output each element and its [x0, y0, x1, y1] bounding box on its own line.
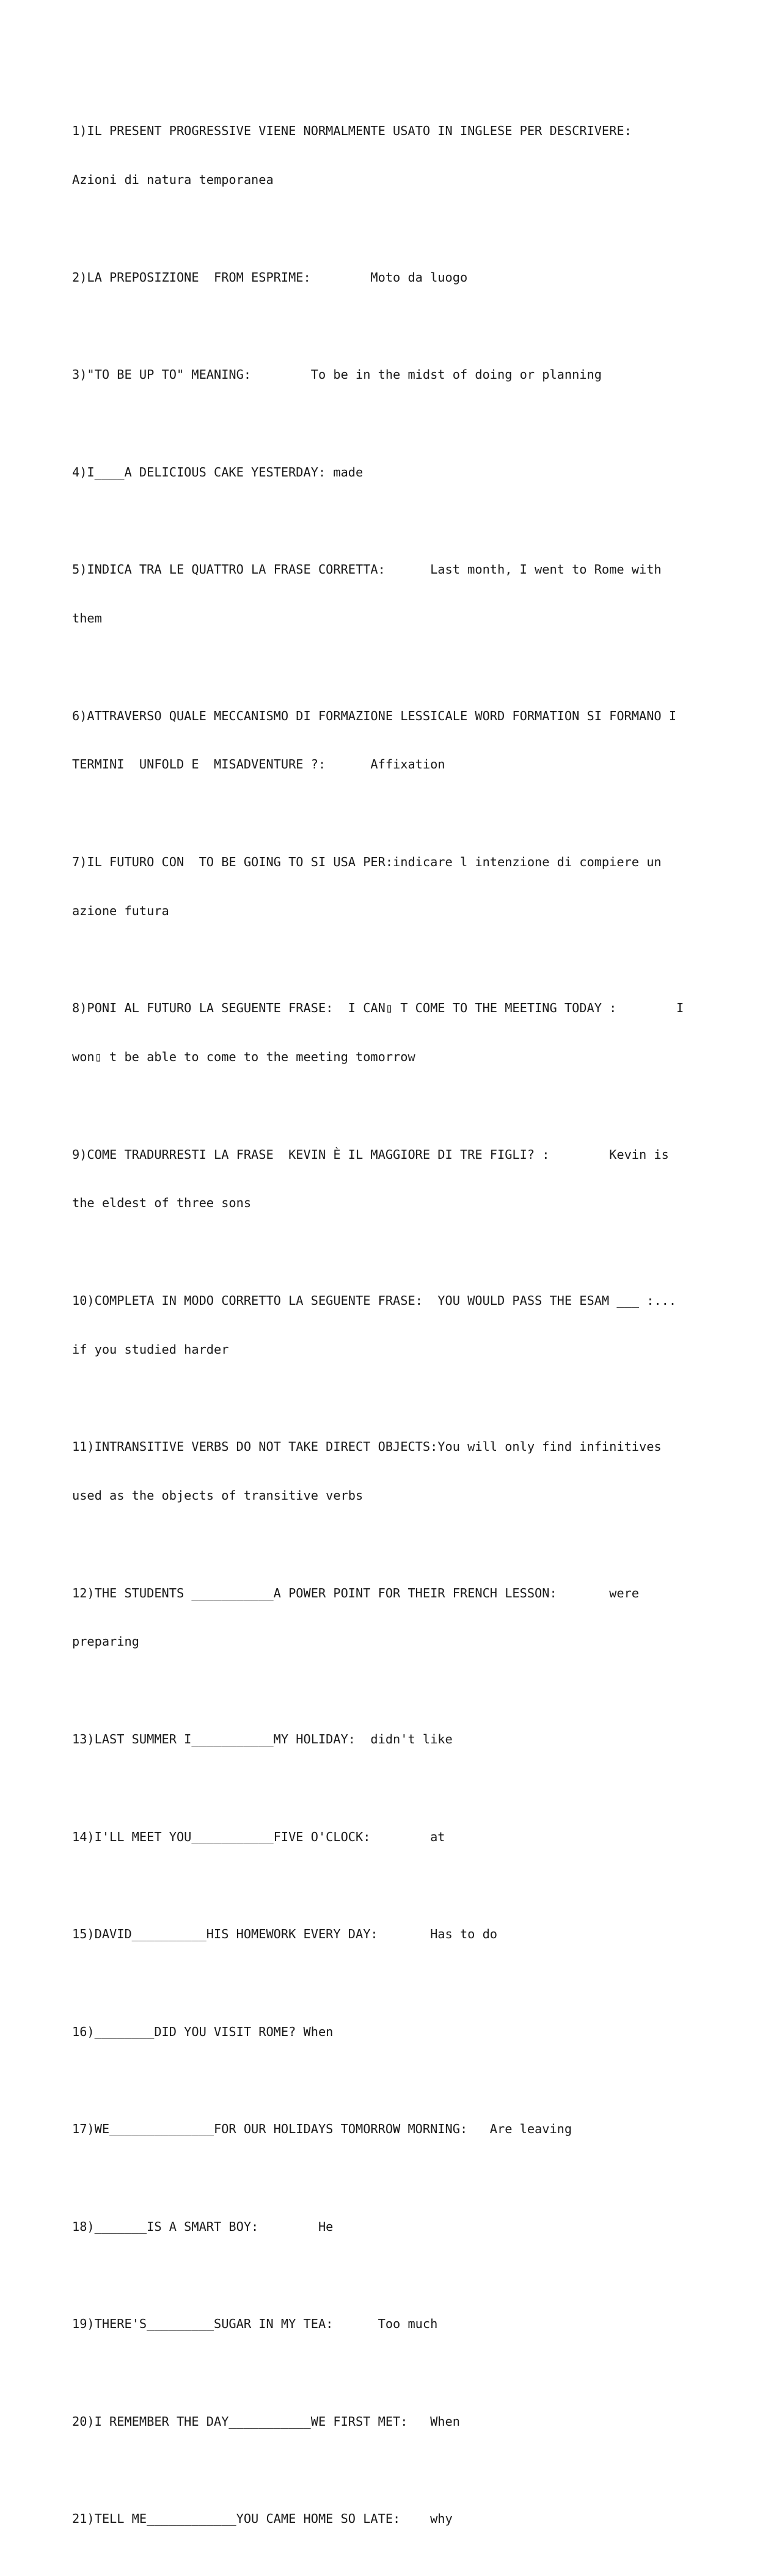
question-10-line-2: if you studied harder	[72, 1341, 229, 1357]
question-14-line-1: 14)I'LL MEET YOU___________FIVE O'CLOCK: at	[72, 1829, 445, 1844]
question-7-line-2: azione futura	[72, 903, 169, 918]
question-17-line-1: 17)WE______________FOR OUR HOLIDAYS TOMORROW MORNING: Are leaving	[72, 2122, 572, 2137]
question-2-line-1: 2)LA PREPOSIZIONE FROM ESPRIME: Moto da luogo	[72, 269, 468, 285]
question-item-17	[72, 2089, 720, 2170]
question-5-line-2: them	[72, 611, 102, 626]
question-item-2	[72, 236, 720, 318]
question-8-line-2: won▯ t be able to come to the meeting tomorrow	[72, 1049, 415, 1065]
question-item-18	[72, 2186, 720, 2268]
question-9-line-2: the eldest of three sons	[72, 1195, 252, 1211]
question-item-21	[72, 2478, 720, 2560]
question-item-8	[72, 968, 720, 1098]
question-list	[72, 90, 720, 2576]
question-item-9	[72, 1114, 720, 1244]
question-15-line-1: 15)DAVID__________HIS HOMEWORK EVERY DAY: Has to do	[72, 1927, 497, 1942]
question-item-4	[72, 431, 720, 513]
question-12-line-1: 12)THE STUDENTS ___________A POWER POINT FOR THEIR FRENCH LESSON: were	[72, 1585, 639, 1600]
question-item-19	[72, 2283, 720, 2365]
question-8-line-1: 8)PONI AL FUTURO LA SEGUENTE FRASE: I CAN▯ T COME TO THE MEETING TODAY : I	[72, 1001, 684, 1016]
question-7-line-1: 7)IL FUTURO CON TO BE GOING TO SI USA PER:indicare l intenzione di compiere un	[72, 854, 662, 869]
question-5-line-1: 5)INDICA TRA LE QUATTRO LA FRASE CORRETTA: Last month, I went to Rome with	[72, 562, 662, 577]
question-item-1	[72, 90, 720, 221]
question-13-line-1: 13)LAST SUMMER I___________MY HOLIDAY: didn't like	[72, 1731, 453, 1746]
question-item-20	[72, 2381, 720, 2462]
question-1-line-1: 1)IL PRESENT PROGRESSIVE VIENE NORMALMENTE USATO IN INGLESE PER DESCRIVERE:	[72, 123, 632, 139]
question-6-line-1: 6)ATTRAVERSO QUALE MECCANISMO DI FORMAZIONE LESSICALE WORD FORMATION SI FORMANO I	[72, 708, 677, 723]
question-11-line-2: used as the objects of transitive verbs	[72, 1488, 364, 1503]
question-19-line-1: 19)THERE'S_________SUGAR IN MY TEA: Too much	[72, 2316, 438, 2332]
question-item-15	[72, 1894, 720, 1975]
question-18-line-1: 18)_______IS A SMART BOY: He	[72, 2219, 334, 2234]
question-item-5	[72, 529, 720, 659]
question-item-13	[72, 1699, 720, 1780]
question-item-7	[72, 822, 720, 952]
question-20-line-1: 20)I REMEMBER THE DAY___________WE FIRST MET: When	[72, 2414, 460, 2429]
question-4-line-1: 4)I____A DELICIOUS CAKE YESTERDAY: made	[72, 464, 364, 480]
question-21-line-1: 21)TELL ME____________YOU CAME HOME SO LATE: why	[72, 2511, 453, 2527]
question-12-line-2: preparing	[72, 1634, 139, 1649]
question-item-12	[72, 1552, 720, 1682]
question-9-line-1: 9)COME TRADURRESTI LA FRASE KEVIN È IL MAGGIORE DI TRE FIGLI? : Kevin is	[72, 1147, 669, 1162]
question-3-line-1: 3)"TO BE UP TO" MEANING: To be in the midst of doing or planning	[72, 367, 602, 382]
question-6-line-2: TERMINI UNFOLD E MISADVENTURE ?: Affixation	[72, 757, 445, 772]
question-item-6	[72, 675, 720, 805]
question-item-16	[72, 1991, 720, 2072]
question-item-11	[72, 1406, 720, 1536]
question-item-14	[72, 1796, 720, 1877]
question-item-3	[72, 334, 720, 415]
question-11-line-1: 11)INTRANSITIVE VERBS DO NOT TAKE DIRECT OBJECTS:You will only find infinitives	[72, 1439, 662, 1454]
question-item-10	[72, 1260, 720, 1390]
question-10-line-1: 10)COMPLETA IN MODO CORRETTO LA SEGUENTE FRASE: YOU WOULD PASS THE ESAM ___ :...	[72, 1293, 677, 1308]
question-1-line-2: Azioni di natura temporanea	[72, 172, 274, 187]
question-16-line-1: 16)________DID YOU VISIT ROME? When	[72, 2024, 334, 2039]
